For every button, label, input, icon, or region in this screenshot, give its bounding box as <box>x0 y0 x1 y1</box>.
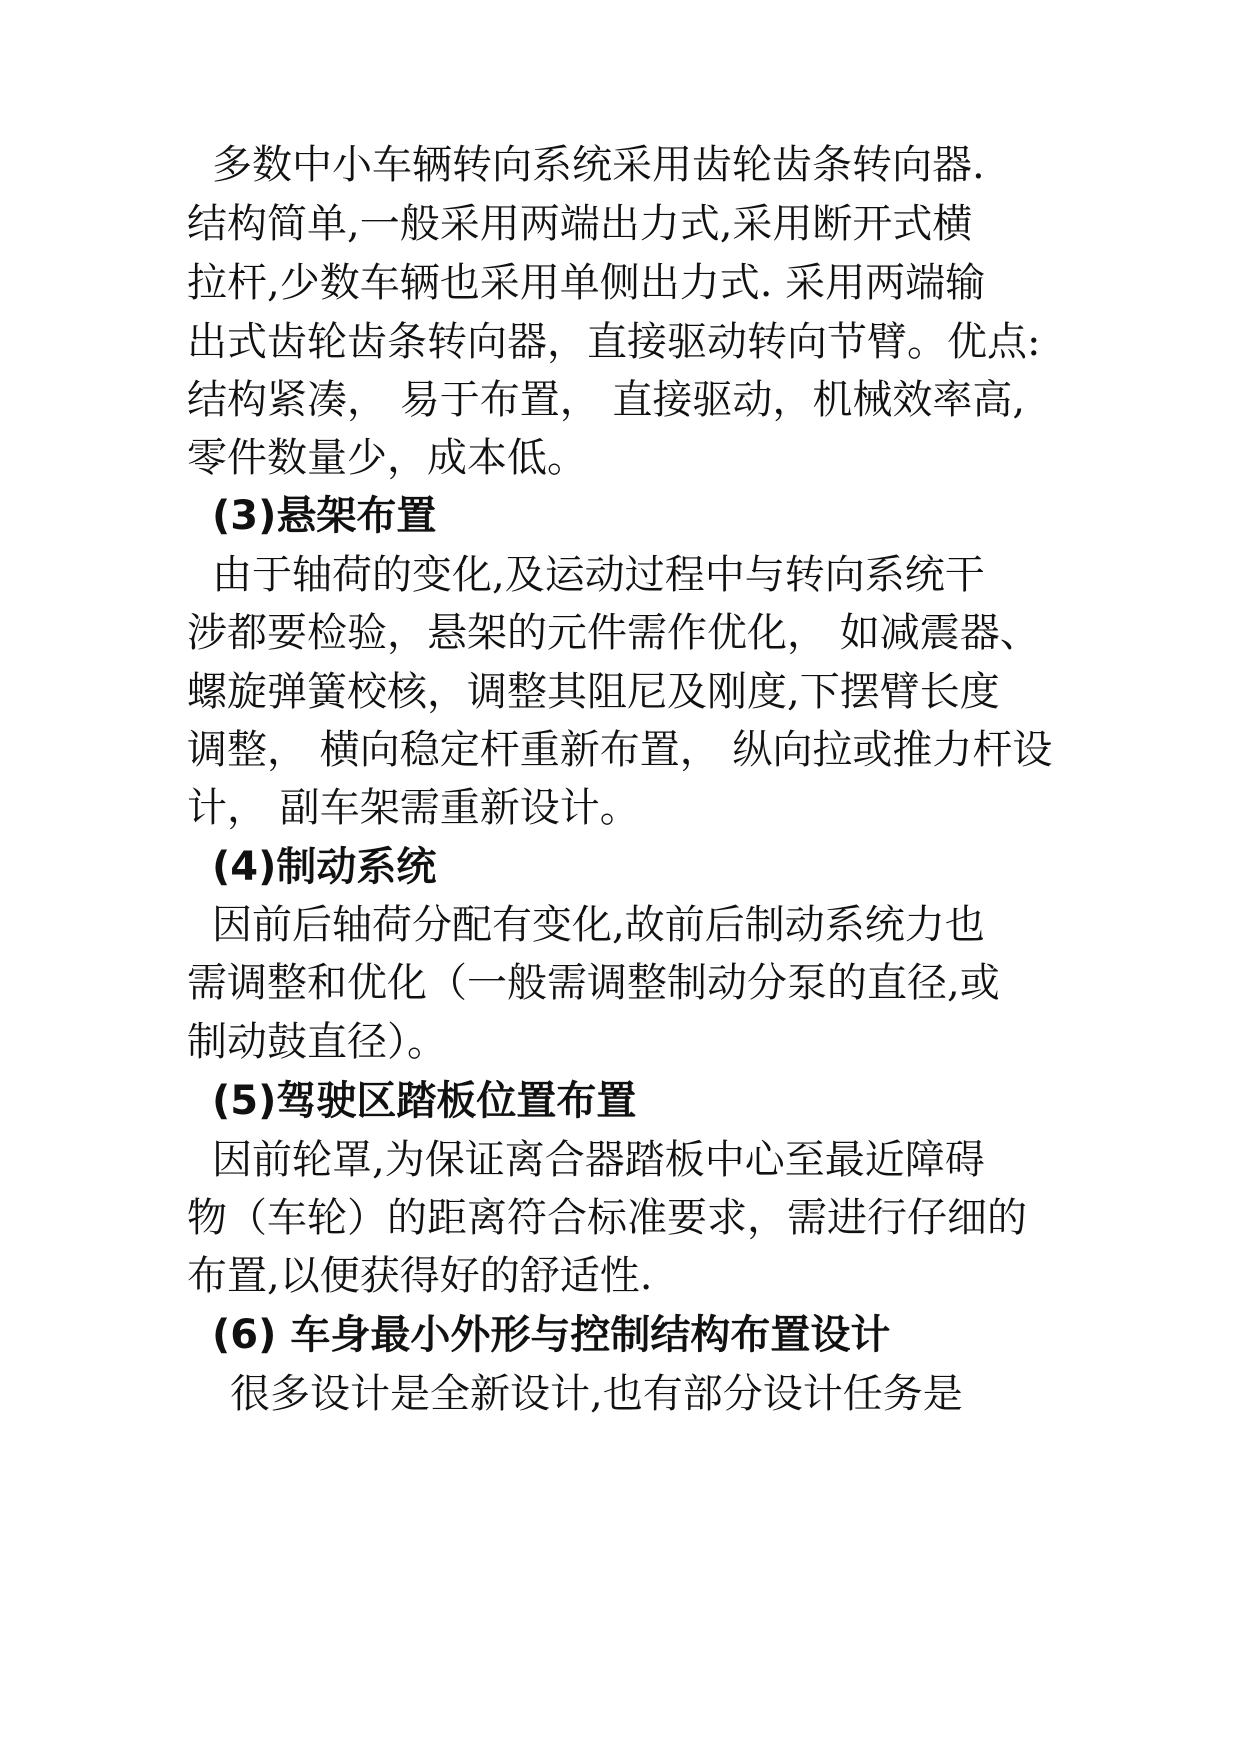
paragraph-line: 制动鼓直径）。 <box>187 1019 447 1065</box>
section-heading: (3)悬架布置 <box>212 493 437 539</box>
paragraph-line: 因前后轴荷分配有变化,故前后制动系统力也 <box>212 902 985 948</box>
paragraph-line: 螺旋弹簧校核，调整其阻尼及刚度,下摆臂长度 <box>187 669 1000 715</box>
paragraph-line: 多数中小车辆转向系统采用齿轮齿条转向器. <box>212 142 985 188</box>
section-heading: (6) 车身最小外形与控制结构布置设计 <box>212 1312 891 1358</box>
paragraph-line: 计， 副车架需重新设计。 <box>187 785 640 831</box>
paragraph-line: 物（车轮）的距离符合标准要求，需进行仔细的 <box>187 1195 1027 1241</box>
paragraph-line: 因前轮罩,为保证离合器踏板中心至最近障碍 <box>212 1137 985 1183</box>
paragraph-line: 需调整和优化（一般需调整制动分泵的直径,或 <box>187 960 1000 1006</box>
paragraph-line: 结构紧凑， 易于布置， 直接驱动，机械效率高, <box>187 377 1026 423</box>
section-heading: (5)驾驶区踏板位置布置 <box>212 1078 637 1124</box>
paragraph-line: 零件数量少，成本低。 <box>187 435 587 481</box>
paragraph-line: 拉杆,少数车辆也采用单侧出力式. 采用两端输 <box>187 260 986 306</box>
paragraph-line: 涉都要检验，悬架的元件需作优化， 如减震器、 <box>187 610 1040 656</box>
paragraph-line: 调整， 横向稳定杆重新布置， 纵向拉或推力杆设 <box>187 727 1053 773</box>
paragraph-line: 结构简单,一般采用两端出力式,采用断开式横 <box>187 201 973 247</box>
paragraph-line: 很多设计是全新设计,也有部分设计任务是 <box>230 1371 963 1417</box>
paragraph-line: 出式齿轮齿条转向器，直接驱动转向节臂。优点: <box>187 319 1041 365</box>
section-heading: (4)制动系统 <box>212 844 437 890</box>
paragraph-line: 布置,以便获得好的舒适性. <box>187 1253 653 1299</box>
paragraph-line: 由于轴荷的变化,及运动过程中与转向系统干 <box>212 552 985 598</box>
